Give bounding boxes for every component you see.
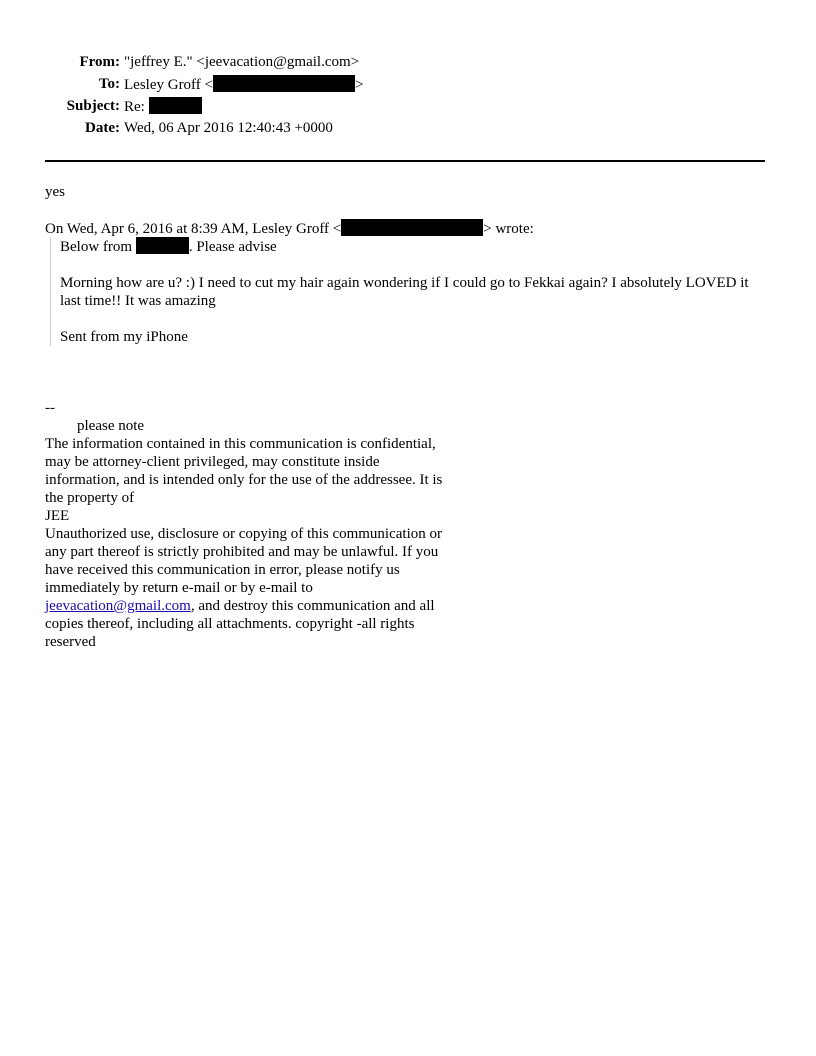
quote-line1-suffix: . Please advise xyxy=(188,239,277,255)
subject-label: Subject: xyxy=(66,98,120,114)
signature-note: please note xyxy=(77,418,145,434)
disclaimer-warning-suffix: , and destroy this communication and all copies thereof, including all attachments. copyright -all rights reserved xyxy=(45,598,435,650)
quote-signature: Sent from my iPhone xyxy=(60,329,188,345)
disclaimer-text: The information contained in this communication is confidential, may be attorney-client privileged, may constitute inside information, and is intended only for the use of the addressee. It is the property of xyxy=(45,436,443,506)
date-value: Wed, 06 Apr 2016 12:40:43 +0000 xyxy=(124,120,333,136)
signature-dashes: -- xyxy=(45,400,55,416)
from-value: "jeffrey E." <jeevacation@gmail.com> xyxy=(124,54,360,70)
reply-text: yes xyxy=(45,184,65,200)
disclaimer-warning xyxy=(45,525,445,651)
subject-value xyxy=(124,97,202,116)
header-divider xyxy=(45,160,765,162)
email-link[interactable]: jeevacation@gmail.com xyxy=(45,598,191,614)
quote-intro-suffix: > wrote: xyxy=(483,221,534,237)
redaction-box xyxy=(213,75,355,92)
date-label: Date: xyxy=(85,120,120,136)
to-name: Lesley Groff < xyxy=(124,77,213,93)
email-signature xyxy=(45,399,445,651)
quote-attribution xyxy=(45,219,534,238)
to-value xyxy=(124,75,363,94)
redaction-box xyxy=(341,219,483,236)
reply-body xyxy=(45,183,775,201)
quote-line1-prefix: Below from xyxy=(60,239,133,255)
to-bracket: > xyxy=(355,77,364,93)
to-label: To: xyxy=(98,76,120,92)
disclaimer-owner: JEE xyxy=(45,508,70,524)
quote-line1 xyxy=(60,237,760,256)
quote-intro-text: On Wed, Apr 6, 2016 at 8:39 AM, Lesley Groff < xyxy=(45,221,342,237)
quoted-message xyxy=(50,237,760,346)
from-label: From: xyxy=(79,54,120,70)
quote-paragraph: Morning how are u? :) I need to cut my hair again wondering if I could go to Fekkai again? I absolutely LOVED it last time!! It was amazing xyxy=(60,275,749,309)
subject-prefix: Re: xyxy=(124,99,145,115)
redaction-box xyxy=(136,237,189,254)
redaction-box xyxy=(149,97,202,114)
disclaimer-warning-text: Unauthorized use, disclosure or copying of this communication or any part thereof is strictly prohibited and may be unlawful. If you have received this communication in error, please notify us immediately by return e-mail or by e-mail to xyxy=(45,526,442,596)
